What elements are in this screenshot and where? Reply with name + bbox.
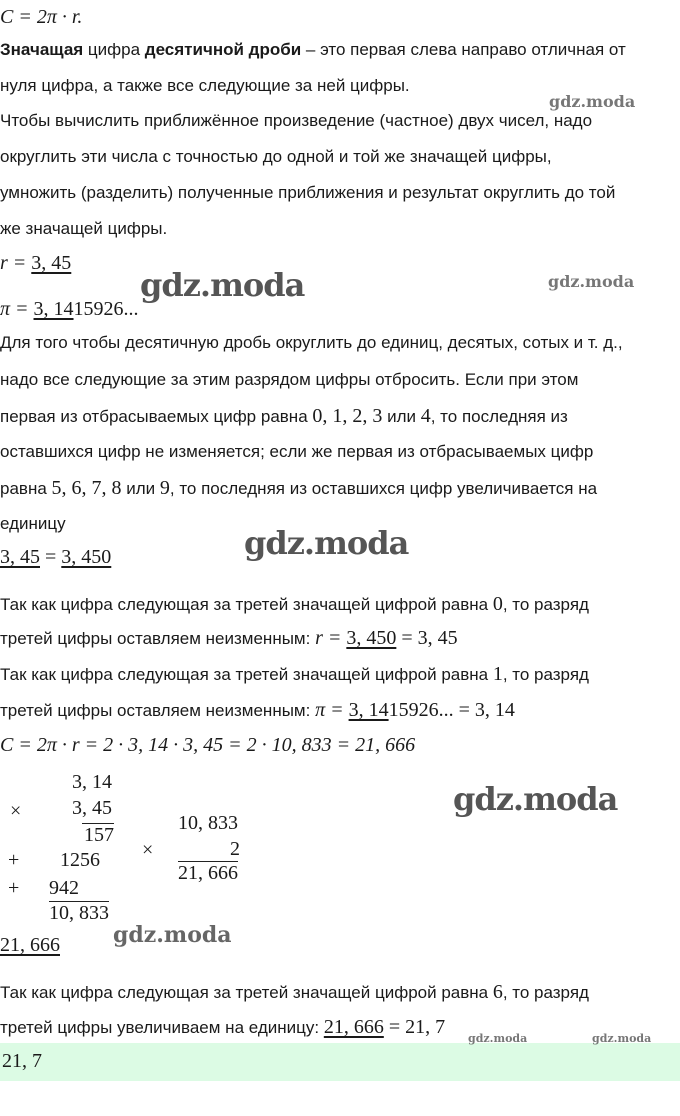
mult1-plus-2: + <box>8 877 20 899</box>
step-c-line-2: третей цифры увеличиваем на единицу: 21, 666 = 21, 7 <box>0 1016 446 1038</box>
mult1-partial-1: 157 <box>84 824 114 846</box>
mult2-factor-a: 10, 833 <box>178 812 238 834</box>
result-underlined: 21, 666 <box>0 934 60 956</box>
watermark: gdz.moda <box>244 524 409 562</box>
answer-box <box>0 1043 680 1081</box>
watermark: gdz.moda <box>548 272 635 291</box>
mult2-factor-b: 2 <box>230 838 240 860</box>
watermark: gdz.moda <box>453 780 618 818</box>
formula-circumference: C = 2π · r. <box>0 6 83 28</box>
def-text: – это первая слева направо отличная от <box>301 40 626 59</box>
mult1-factor-a: 3, 14 <box>72 771 112 793</box>
rule-line-3: умножить (разделить) полученные приближения и результат округлить до той <box>0 183 616 202</box>
mult1-factor-b: 3, 45 <box>72 797 112 819</box>
r-value: 3, 45 <box>31 252 72 274</box>
rule-line-4: же значащей цифры. <box>0 219 168 238</box>
mult2-result: 21, 666 <box>178 862 238 884</box>
mult2-times-sign: × <box>142 839 154 861</box>
definition-line-1 <box>0 38 626 62</box>
watermark: gdz.moda <box>549 92 636 111</box>
step-r-line-2: третей цифры оставляем неизменным: r = 3, 450 = 3, 45 <box>0 627 458 649</box>
pi-rest: 15926... <box>73 298 139 320</box>
definition-line-2: нуля цифра, а также все следующие за ней цифры. <box>0 76 410 95</box>
mult1-times-sign: × <box>10 800 22 822</box>
watermark: gdz.moda <box>113 922 232 948</box>
pi-significant: 3, 14 <box>33 298 74 320</box>
def-text: цифра <box>83 40 145 59</box>
watermark: gdz.moda <box>140 266 305 304</box>
rounding-line-5: равна 5, 6, 7, 8 или 9, то последняя из оставшихся цифр увеличивается на <box>0 477 598 499</box>
rule-line-1: Чтобы вычислить приближённое произведение (частное) двух чисел, надо <box>0 111 593 130</box>
rounding-line-6: единицу <box>0 514 66 533</box>
step-r-line-1: Так как цифра следующая за третей значащей цифрой равна 0, то разряд <box>0 593 589 615</box>
step-pi-line-1: Так как цифра следующая за третей значащей цифрой равна 1, то разряд <box>0 663 589 685</box>
mult1-plus-1: + <box>8 849 20 871</box>
rule-line-2: округлить эти числа с точностью до одной и той же значащей цифры, <box>0 147 552 166</box>
step-c-line-1: Так как цифра следующая за третей значащей цифрой равна 6, то разряд <box>0 981 589 1003</box>
def-term-decimal: десятичной дроби <box>144 40 302 59</box>
rounding-line-2: надо все следующие за этим разрядом цифры отбросить. Если при этом <box>0 370 579 389</box>
rounding-line-3: первая из отбрасываемых цифр равна 0, 1, 2, 3 или 4, то последняя из <box>0 405 568 427</box>
rounding-line-4: оставшихся цифр не изменяется; если же первая из отбрасываемых цифр <box>0 442 594 461</box>
rounding-line-1: Для того чтобы десятичную дробь округлить до единиц, десятых, сотых и т. д., <box>0 333 623 352</box>
pi-equation: π = 3, 1415926... <box>0 298 139 320</box>
mult1-partial-2: 1256 <box>60 849 100 871</box>
mult1-partial-3: 942 <box>49 877 79 899</box>
answer-value: 21, 7 <box>2 1050 42 1072</box>
step-pi-line-2: третей цифры оставляем неизменным: π = 3, 1415926... = 3, 14 <box>0 699 515 721</box>
mult1-result: 10, 833 <box>49 902 109 924</box>
watermark: gdz.moda <box>468 1032 528 1045</box>
equality-345: 3, 45 = 3, 450 <box>0 546 112 568</box>
r-equation: r = 3, 45 <box>0 252 72 274</box>
circumference-calculation: C = 2π · r = 2 · 3, 14 · 3, 45 = 2 · 10, 833 = 21, 666 <box>0 734 416 756</box>
watermark: gdz.moda <box>592 1032 652 1045</box>
def-term-significant: Значащая <box>0 40 84 59</box>
